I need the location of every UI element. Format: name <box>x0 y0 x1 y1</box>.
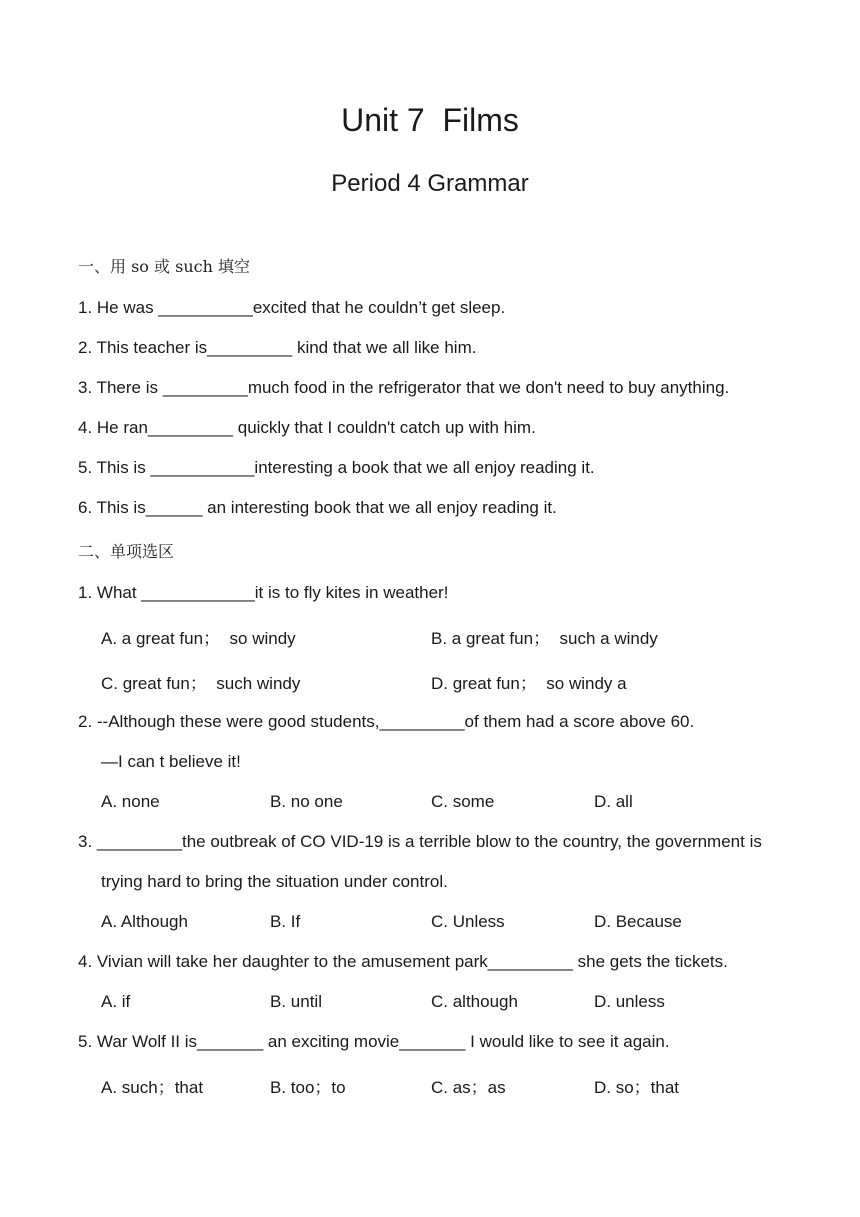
page-title: Unit 7 Films <box>341 102 519 138</box>
option-d: D. unless <box>594 992 665 1011</box>
option-c: C. some <box>431 792 495 811</box>
question-stem-continuation: —I can t believe it! <box>101 752 241 771</box>
option-a: A. such；that <box>101 1078 204 1097</box>
section-heading: 二、单项选区 <box>78 542 175 561</box>
option-d: D. Because <box>594 912 682 931</box>
question-stem-continuation: trying hard to bring the situation under control. <box>101 872 448 891</box>
question-text: 1. He was __________excited that he couldn’t get sleep. <box>78 298 506 317</box>
option-b: B. too；to <box>270 1078 346 1097</box>
option-a: A. a great fun； so windy <box>101 629 296 648</box>
question-stem: 4. Vivian will take her daughter to the amusement park_________ she gets the tickets. <box>78 952 728 971</box>
option-c: C. Unless <box>431 912 505 931</box>
option-a: A. Although <box>101 912 188 931</box>
option-c: C. although <box>431 992 518 1011</box>
option-c: C. great fun； such windy <box>101 674 301 693</box>
question-stem: 5. War Wolf II is_______ an exciting movie_______ I would like to see it again. <box>78 1032 670 1051</box>
option-b: B. no one <box>270 792 343 811</box>
question-text: 4. He ran_________ quickly that I couldn't catch up with him. <box>78 418 536 437</box>
question-text: 5. This is ___________interesting a book that we all enjoy reading it. <box>78 458 595 477</box>
option-a: A. none <box>101 792 160 811</box>
option-d: D. all <box>594 792 633 811</box>
page-subtitle: Period 4 Grammar <box>331 170 529 197</box>
question-text: 3. There is _________much food in the refrigerator that we don't need to buy anything. <box>78 378 730 397</box>
question-text: 6. This is______ an interesting book that we all enjoy reading it. <box>78 498 557 517</box>
option-b: B. until <box>270 992 322 1011</box>
question-text: 2. This teacher is_________ kind that we all like him. <box>78 338 477 357</box>
option-d: D. so；that <box>594 1078 680 1097</box>
option-d: D. great fun； so windy a <box>431 674 627 693</box>
option-b: B. a great fun； such a windy <box>431 629 658 648</box>
option-a: A. if <box>101 992 131 1011</box>
question-stem: 1. What ____________it is to fly kites in weather! <box>78 583 449 602</box>
option-c: C. as；as <box>431 1078 506 1097</box>
question-stem: 3. _________the outbreak of CO VID-19 is a terrible blow to the country, the government is <box>78 832 762 851</box>
question-stem: 2. --Although these were good students,_________of them had a score above 60. <box>78 712 695 731</box>
option-b: B. If <box>270 912 301 931</box>
section-heading: 一、用 so 或 such 填空 <box>78 257 250 276</box>
